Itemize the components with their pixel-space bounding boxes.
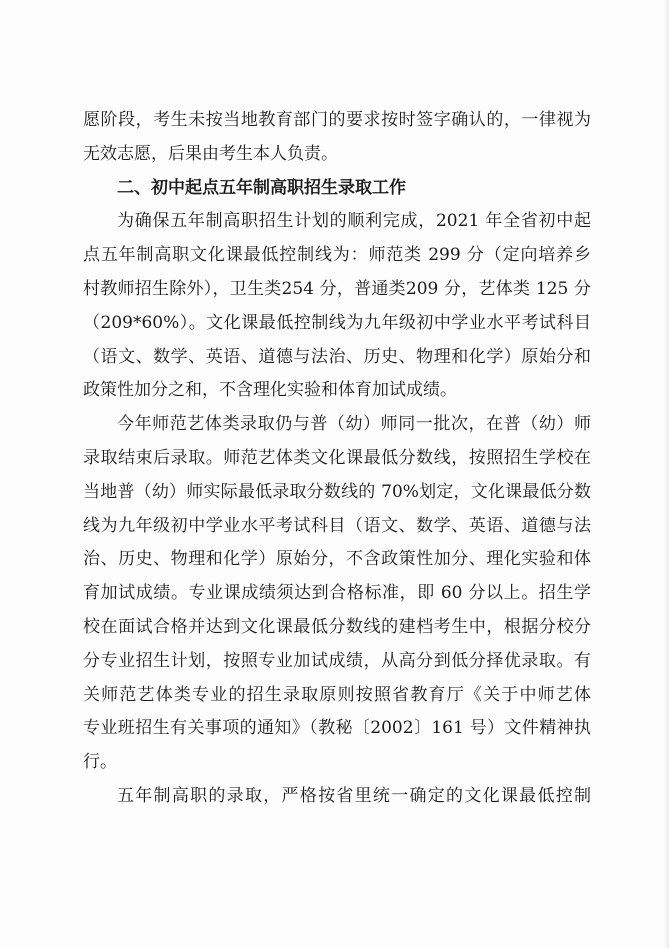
text-line: 村教师招生除外），卫生类254 分，普通类209 分，艺体类 125 分 (83, 278, 591, 299)
text-line: 愿阶段，考生未按当地教育部门的要求按时签字确认的，一律视为 (83, 110, 591, 130)
text-line: 育加试成绩。专业课成绩须达到合格标准，即 60 分以上。招生学 (83, 583, 591, 604)
text-line: 五年制高职的录取，严格按省里统一确定的文化课最低控制 (117, 785, 591, 806)
text-line: 专业班招生有关事项的通知》（教秘〔2002〕161 号）文件精神执 (83, 718, 591, 739)
text-line: 校在面试合格并达到文化课最低分数线的建档考生中，根据分校分 (83, 616, 591, 637)
text-line: 关师范艺体类专业的招生录取原则按照省教育厅《关于中师艺体 (83, 684, 591, 705)
text-line: （语文、数学、英语、道德与法治、历史、物理和化学）原始分和 (83, 346, 591, 367)
text-line: （209*60%）。文化课最低控制线为九年级初中学业水平考试科目 (83, 312, 591, 333)
text-line: 政策性加分之和，不含理化实验和体育加试成绩。 (83, 380, 457, 401)
scan-edge (663, 0, 669, 948)
text-line: 点五年制高职文化课最低控制线为：师范类 299 分（定向培养乡 (83, 245, 591, 266)
text-line: 治、历史、物理和化学）原始分，不含政策性加分、理化实验和体 (83, 549, 591, 570)
text-line: 录取结束后录取。师范艺体类文化课最低分数线，按照招生学校在 (83, 447, 591, 468)
text-line: 分专业招生计划，按照专业加试成绩，从高分到低分择优录取。有 (83, 650, 591, 671)
text-line: 行。 (83, 752, 117, 773)
document-body (83, 104, 591, 814)
text-line: 今年师范艺体类录取仍与普（幼）师同一批次，在普（幼）师 (117, 414, 591, 435)
section-heading: 二、初中起点五年制高职招生录取工作 (117, 177, 406, 198)
text-line: 无效志愿，后果由考生本人负责。 (83, 143, 338, 164)
text-line: 线为九年级初中学业水平考试科目（语文、数学、英语、道德与法 (83, 515, 591, 536)
text-line: 当地普（幼）师实际最低录取分数线的 70%划定，文化课最低分数 (83, 481, 591, 502)
text-line: 为确保五年制高职招生计划的顺利完成，2021 年全省初中起 (117, 211, 591, 232)
